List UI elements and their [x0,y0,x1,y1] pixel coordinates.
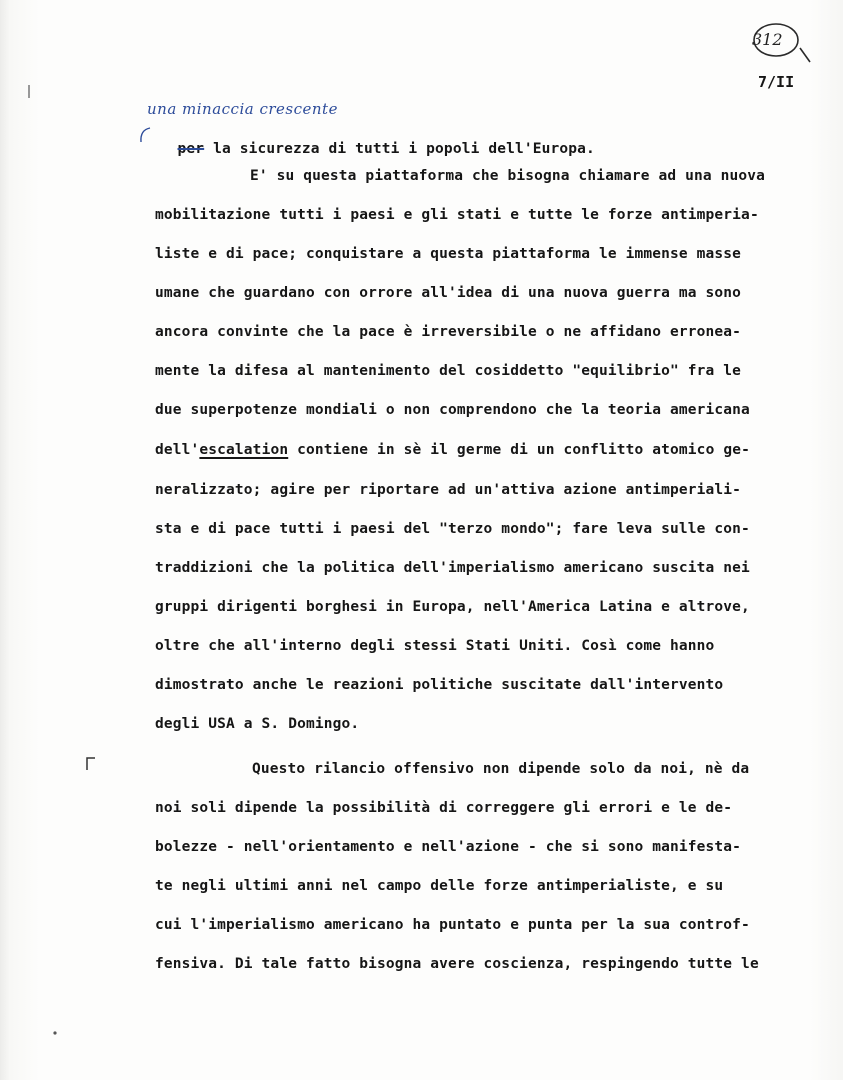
text-line: liste e di pace; conquistare a questa piattaforma le immense masse [155,246,742,262]
margin-tick-mark [26,84,32,100]
text-line: due superpotenze mondiali o non comprendono che la teoria americana [155,402,750,418]
handwritten-annotation: una minaccia crescente [147,100,338,118]
text-line: dimostrato anche le reazioni politiche suscitate dall'intervento [155,677,724,693]
line-text-pre: dell' [155,442,200,458]
text-line: ancora convinte che la pace è irreversibile o ne affidano erronea- [155,324,742,340]
text-line: mente la difesa al mantenimento del cosiddetto "equilibrio" fra le [155,363,742,379]
text-line [155,441,750,459]
underlined-word: escalation [199,442,289,458]
text-line: bolezze - nell'orientamento e nell'azione - che si sono manifesta- [155,839,742,855]
text-line: cui l'imperialismo americano ha puntato e punta per la sua controf- [155,917,750,933]
text-line: gruppi dirigenti borghesi in Europa, nell'America Latina e altrove, [155,599,750,615]
page-number: 7/II [758,73,795,91]
text-line: noi soli dipende la possibilità di correggere gli errori e le de- [155,800,733,816]
text-line: te negli ultimi anni nel campo delle forze antimperialiste, e su [155,878,724,894]
text-line: umane che guardano con orrore all'idea di una nuova guerra ma sono [155,285,742,301]
text-line: Questo rilancio offensivo non dipende solo da noi, nè da [252,761,750,777]
struck-word: per [177,141,205,157]
archive-number: 312 [752,30,783,49]
text-line: oltre che all'interno degli stessi Stati Uniti. Così come hanno [155,638,715,654]
margin-bracket-mark [84,756,98,772]
text-line: E' su questa piattaforma che bisogna chiamare ad una nuova [250,168,766,184]
text-line: neralizzato; agire per riportare ad un'attiva azione antimperiali- [155,482,742,498]
insertion-mark [138,126,152,144]
text-line: mobilitazione tutti i paesi e gli stati e tutte le forze antimperia- [155,207,759,223]
text-line: traddizioni che la politica dell'imperialismo americano suscita nei [155,560,750,576]
line-text-post: contiene in sè il germe di un conflitto atomico ge- [288,442,750,458]
text-line: degli USA a S. Domingo. [155,716,360,732]
text-line: fensiva. Di tale fatto bisogna avere coscienza, respingendo tutte le [155,956,759,972]
line-text: la sicurezza di tutti i popoli dell'Europa. [213,141,595,157]
text-line: sta e di pace tutti i paesi del "terzo mondo"; fare leva sulle con- [155,521,750,537]
stray-dot-mark [52,1030,58,1036]
